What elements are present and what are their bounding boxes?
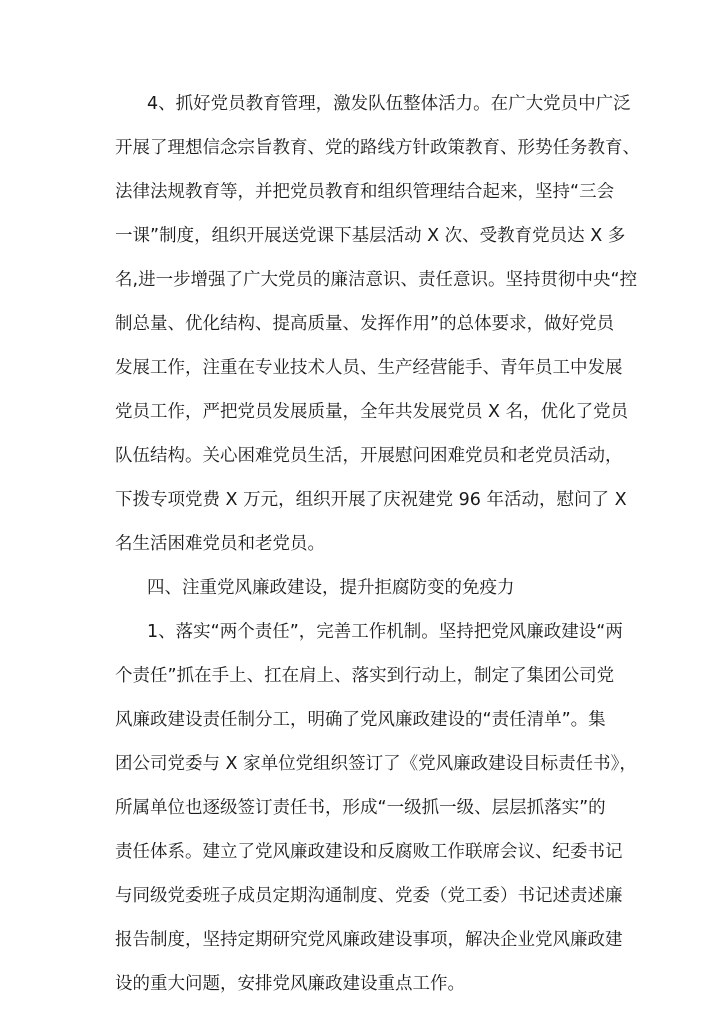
paragraph-line: 4、抓好党员教育管理，激发队伍整体活力。在广大党员中广泛 <box>147 94 631 114</box>
paragraph-line: 团公司党委与 X 家单位党组织签订了《党风廉政建设目标责任书》， <box>115 754 637 774</box>
paragraph-line: 设的重大问题，安排党风廉政建设重点工作。 <box>115 974 465 994</box>
paragraph-line: 与同级党委班子成员定期沟通制度、党委（党工委）书记述责述廉 <box>115 886 623 906</box>
paragraph-line: 制总量、优化结构、提高质量、发挥作用”的总体要求，做好党员 <box>115 314 615 334</box>
paragraph-line: 党员工作，严把党员发展质量，全年共发展党员 X 名，优化了党员 <box>115 402 629 422</box>
paragraph-line: 开展了理想信念宗旨教育、党的路线方针政策教育、形势任务教育、 <box>115 138 640 158</box>
paragraph-line: 一课”制度，组织开展送党课下基层活动 X 次、受教育党员达 X 多 <box>115 226 626 246</box>
paragraph-line: 责任体系。建立了党风廉政建设和反腐败工作联席会议、纪委书记 <box>115 842 623 862</box>
paragraph-line: 1、落实“两个责任”，完善工作机制。坚持把党风廉政建设“两 <box>147 622 623 642</box>
paragraph-line: 个责任”抓在手上、扛在肩上、落实到行动上，制定了集团公司党 <box>115 666 615 686</box>
paragraph-line: 报告制度，坚持定期研究党风廉政建设事项，解决企业党风廉政建 <box>115 930 623 950</box>
paragraph-line: 名,进一步增强了广大党员的廉洁意识、责任意识。坚持贯彻中央“控 <box>115 270 638 290</box>
paragraph-line: 法律法规教育等，并把党员教育和组织管理结合起来，坚持“三会 <box>115 182 615 202</box>
paragraph-line: 所属单位也逐级签订责任书，形成“一级抓一级、层层抓落实”的 <box>115 798 606 818</box>
paragraph-line: 下拨专项党费 X 万元，组织开展了庆祝建党 96 年活动，慰问了 X <box>115 490 627 510</box>
paragraph-line: 风廉政建设责任制分工，明确了党风廉政建设的“责任清单”。集 <box>115 710 606 730</box>
paragraph-line: 队伍结构。关心困难党员生活，开展慰问困难党员和老党员活动， <box>115 446 623 466</box>
paragraph-line: 名生活困难党员和老党员。 <box>115 534 325 554</box>
section-heading: 四、注重党风廉政建设，提升拒腐防变的免疫力 <box>147 578 515 598</box>
paragraph-line: 发展工作，注重在专业技术人员、生产经营能手、青年员工中发展 <box>115 358 623 378</box>
